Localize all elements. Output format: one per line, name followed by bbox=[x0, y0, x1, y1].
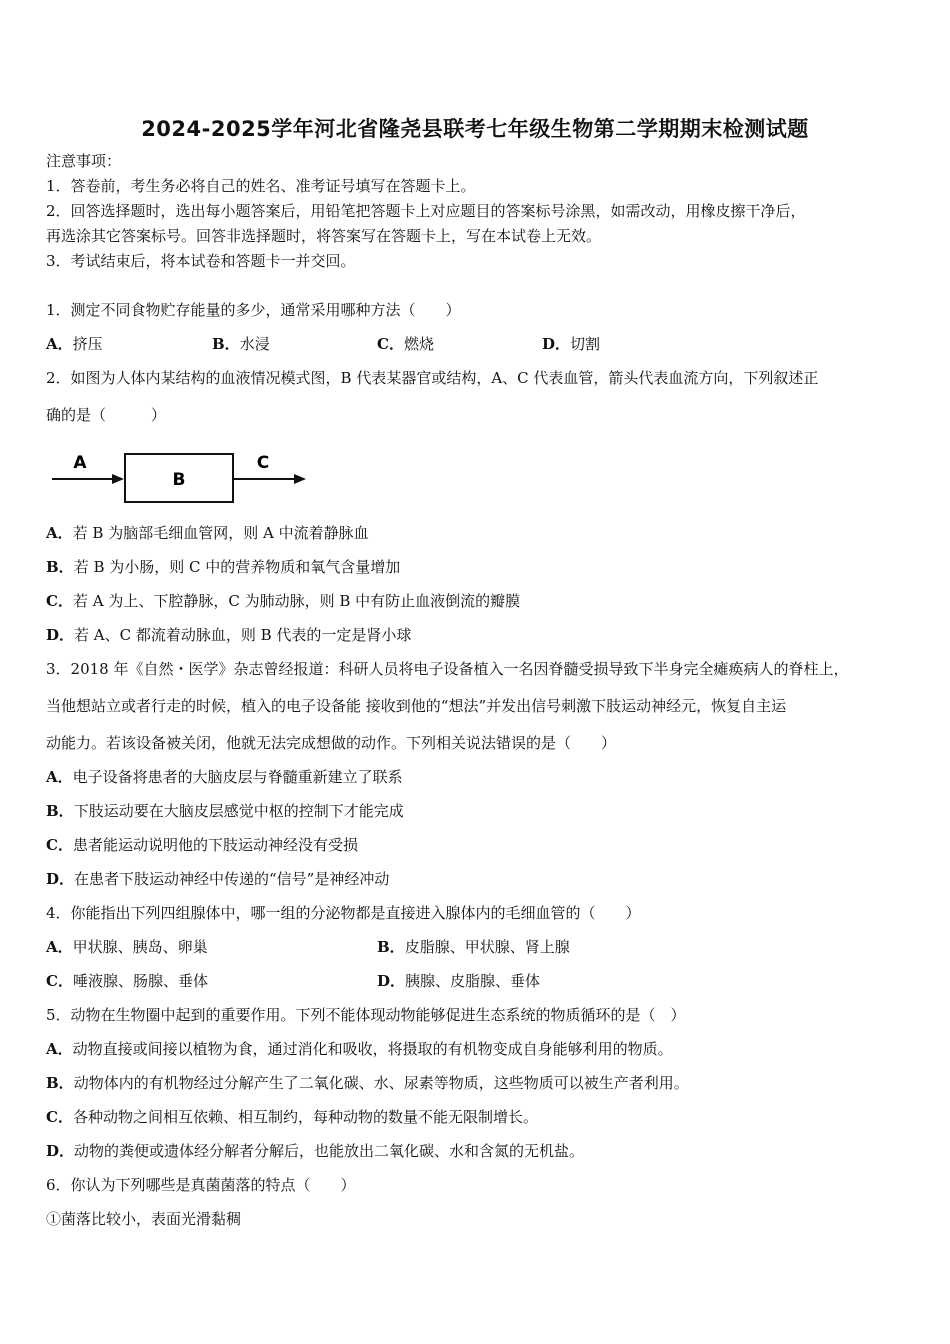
option-text: 水浸 bbox=[239, 335, 270, 353]
option-d bbox=[46, 625, 411, 645]
option-b bbox=[46, 801, 404, 821]
option-b bbox=[377, 937, 570, 957]
option-c bbox=[46, 971, 208, 991]
notice-heading: 注意事项： bbox=[46, 152, 122, 170]
question-stem: 当他想站立或者行走的时候，植入的电子设备能 接收到他的“想法”并发出信号刺激下肢运动神经元，恢复自主运 bbox=[46, 697, 787, 715]
option-key: A． bbox=[46, 1040, 73, 1058]
question-stem: 确的是（ ） bbox=[46, 406, 167, 424]
option-a bbox=[46, 767, 403, 787]
question-stem: 2．如图为人体内某结构的血液情况模式图，B 代表某器官或结构，A、C 代表血管，箭头代表血流方向，下列叙述正 bbox=[46, 369, 819, 387]
option-text: 皮脂腺、甲状腺、肾上腺 bbox=[404, 938, 570, 956]
option-text: 挤压 bbox=[72, 335, 103, 353]
option-a bbox=[46, 334, 103, 354]
option-c bbox=[46, 835, 358, 855]
question-stem: 4．你能指出下列四组腺体中，哪一组的分泌物都是直接进入腺体内的毛细血管的（ ） bbox=[46, 904, 641, 922]
option-key: A． bbox=[46, 524, 73, 542]
option-text: 各种动物之间相互依赖、相互制约，每种动物的数量不能无限制增长。 bbox=[72, 1108, 538, 1126]
blood-flow-diagram bbox=[46, 446, 316, 506]
option-text: 燃烧 bbox=[403, 335, 434, 353]
option-a bbox=[46, 937, 208, 957]
label-a: A bbox=[73, 453, 87, 473]
option-text: 切割 bbox=[570, 335, 601, 353]
option-text: 下肢运动要在大脑皮层感觉中枢的控制下才能完成 bbox=[73, 802, 404, 820]
option-key: A． bbox=[46, 768, 73, 786]
option-a bbox=[46, 523, 369, 543]
option-d bbox=[46, 1141, 584, 1161]
option-text: 若 A、C 都流着动脉血，则 B 代表的一定是肾小球 bbox=[74, 626, 412, 644]
option-text: 唾液腺、肠腺、垂体 bbox=[72, 972, 208, 990]
list-item: ①菌落比较小，表面光滑黏稠 bbox=[46, 1210, 242, 1228]
notice-item: 再选涂其它答案标号。回答非选择题时，将答案写在答题卡上，写在本试卷上无效。 bbox=[46, 227, 602, 245]
option-key: D． bbox=[46, 870, 75, 888]
page-title: 2024-2025学年河北省隆尧县联考七年级生物第二学期期末检测试题 bbox=[141, 117, 809, 141]
option-b bbox=[46, 1073, 689, 1093]
option-b bbox=[212, 334, 270, 354]
option-key: B． bbox=[212, 335, 240, 353]
option-key: D． bbox=[542, 335, 571, 353]
option-text: 动物直接或间接以植物为食，通过消化和吸收，将摄取的有机物变成自身能够利用的物质。 bbox=[72, 1040, 673, 1058]
arrow-a-head bbox=[112, 474, 124, 484]
option-b bbox=[46, 557, 400, 577]
question-stem: 3．2018 年《自然・医学》杂志曾经报道：科研人员将电子设备植入一名因脊髓受损导致下半身完全瘫痪病人的脊柱上， bbox=[46, 660, 849, 678]
label-c: C bbox=[256, 453, 270, 473]
option-key: B． bbox=[377, 938, 405, 956]
option-text: 若 B 为小肠，则 C 中的营养物质和氧气含量增加 bbox=[73, 558, 401, 576]
arrow-c-head bbox=[294, 474, 306, 484]
notice-item: 2．回答选择题时，选出每小题答案后，用铅笔把答题卡上对应题目的答案标号涂黑，如需改动，用橡皮擦干净后， bbox=[46, 202, 806, 220]
option-a bbox=[46, 1039, 673, 1059]
option-key: D． bbox=[46, 1142, 75, 1160]
option-c bbox=[46, 1107, 538, 1127]
option-key: A． bbox=[46, 335, 73, 353]
option-key: C． bbox=[46, 972, 73, 990]
option-key: D． bbox=[377, 972, 406, 990]
option-d bbox=[46, 869, 389, 889]
notice-item: 3．考试结束后，将本试卷和答题卡一并交回。 bbox=[46, 252, 356, 270]
option-text: 若 B 为脑部毛细血管网，则 A 中流着静脉血 bbox=[72, 524, 369, 542]
option-text: 电子设备将患者的大脑皮层与脊髓重新建立了联系 bbox=[72, 768, 403, 786]
option-c bbox=[377, 334, 434, 354]
question-stem: 5．动物在生物圈中起到的重要作用。下列不能体现动物能够促进生态系统的物质循环的是（ ） bbox=[46, 1006, 686, 1024]
option-key: B． bbox=[46, 558, 74, 576]
label-b: B bbox=[172, 470, 186, 490]
option-text: 若 A 为上、下腔静脉，C 为肺动脉，则 B 中有防止血液倒流的瓣膜 bbox=[72, 592, 521, 610]
option-key: A． bbox=[46, 938, 73, 956]
question-stem: 6．你认为下列哪些是真菌菌落的特点（ ） bbox=[46, 1176, 356, 1194]
option-d bbox=[377, 971, 540, 991]
option-text: 动物体内的有机物经过分解产生了二氧化碳、水、尿素等物质，这些物质可以被生产者利用。 bbox=[73, 1074, 689, 1092]
question-stem: 1．测定不同食物贮存能量的多少，通常采用哪种方法（ ） bbox=[46, 301, 461, 319]
option-key: D． bbox=[46, 626, 75, 644]
option-text: 在患者下肢运动神经中传递的“信号”是神经冲动 bbox=[74, 870, 390, 888]
option-key: C． bbox=[46, 1108, 73, 1126]
notice-item: 1．答卷前，考生务必将自己的姓名、准考证号填写在答题卡上。 bbox=[46, 177, 476, 195]
option-d bbox=[542, 334, 600, 354]
option-key: B． bbox=[46, 802, 74, 820]
question-stem: 动能力。若该设备被关闭，他就无法完成想做的动作。下列相关说法错误的是（ ） bbox=[46, 734, 617, 752]
option-c bbox=[46, 591, 520, 611]
option-key: C． bbox=[377, 335, 404, 353]
option-key: C． bbox=[46, 592, 73, 610]
option-key: C． bbox=[46, 836, 73, 854]
option-text: 甲状腺、胰岛、卵巢 bbox=[72, 938, 208, 956]
option-key: B． bbox=[46, 1074, 74, 1092]
option-text: 患者能运动说明他的下肢运动神经没有受损 bbox=[72, 836, 358, 854]
option-text: 胰腺、皮脂腺、垂体 bbox=[405, 972, 541, 990]
option-text: 动物的粪便或遗体经分解者分解后，也能放出二氧化碳、水和含氮的无机盐。 bbox=[74, 1142, 585, 1160]
